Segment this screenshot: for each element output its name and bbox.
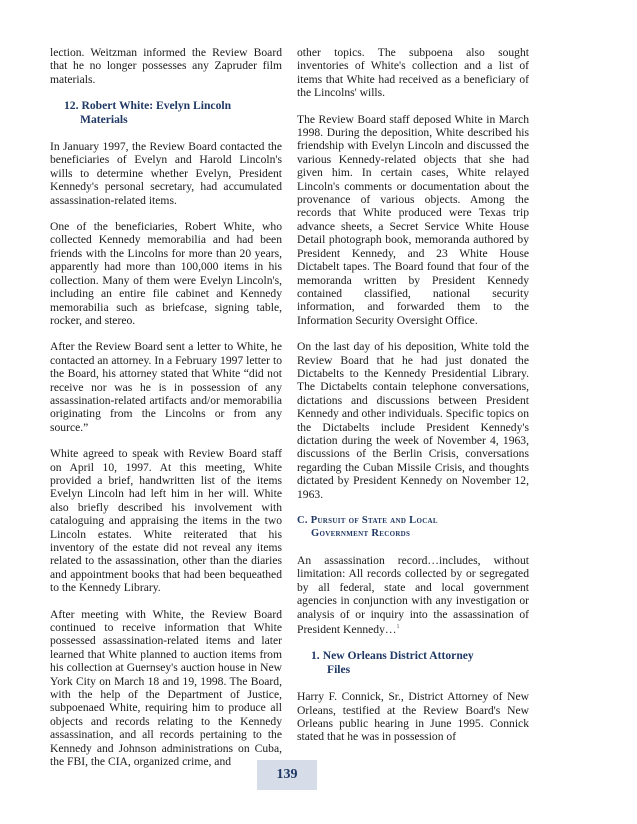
- paragraph: Harry F. Connick, Sr., District Attorney of New Orleans, testified at the Review Board's New Orleans public hearing in June 1995. Connick stated that he was in possession of: [297, 690, 529, 744]
- paragraph: other topics. The subpoena also sought inventories of White's collection and a list of items that White had received as a beneficiary of the Lincolns' wills.: [297, 46, 529, 100]
- left-column: [50, 46, 282, 782]
- heading-number: 12.: [64, 99, 79, 113]
- heading-line-1: New Orleans District Attorney: [322, 649, 474, 663]
- heading-number: 1.: [311, 649, 320, 663]
- block-quote: [297, 554, 529, 636]
- quote-text: An assassination record…includes, without limitation: All records collected by or segregated by all federal, state and local government agencies in conjunction with any investigation or analysis of or inquiry into the assassination of President Kennedy…: [297, 554, 529, 636]
- section-heading-state-local-records: [297, 514, 529, 540]
- section-heading-robert-white: [50, 99, 282, 126]
- heading-line-1: C. Pursuit of State and Local: [297, 515, 438, 526]
- heading-line-2: Materials: [80, 112, 128, 126]
- paragraph: On the last day of his deposition, White told the Review Board that he had just donated the Dictabelts to the Kennedy Presidential Library. The Dictabelts contain telephone conversations, dictations and discussions between President Kennedy and other individuals. Specific topics on the Dictabelts include President Kennedy's dictation during the week of November 4, 1963, discussions of the Berlin Crisis, conversations regarding the Cuban Missile Crisis, and thoughts dictated by President Kennedy on November 12, 1963.: [297, 340, 529, 501]
- heading-line-2: Files: [327, 662, 351, 676]
- paragraph: In January 1997, the Review Board contacted the beneficiaries of Evelyn and Harold Lincoln's wills to determine whether Evelyn, President Kennedy's personal secretary, had accumulated assassination-related items.: [50, 140, 282, 207]
- paragraph: One of the beneficiaries, Robert White, who collected Kennedy memorabilia and had been friends with the Lincolns for more than 20 years, apparently had more than 100,000 items in his collection. Many of them were Evelyn Lincoln's, including an entire file cabinet and Kennedy memorabilia such as briefcase, signing table, rocker, and stereo.: [50, 220, 282, 327]
- paragraph: After meeting with White, the Review Board continued to receive information that White possessed assassination-related items and later learned that White planned to auction items from his collection at Guernsey's auction house in New York City on March 18 and 19, 1998. The Board, with the help of the Department of Justice, subpoenaed White, requiring him to produce all objects and records relating to the Kennedy assassination, and all records pertaining to the Kennedy and Johnson administrations on Cuba, the FBI, the CIA, organized crime, and: [50, 607, 282, 769]
- section-heading-new-orleans: [297, 649, 529, 676]
- right-column: [297, 46, 529, 757]
- heading-line-1: Robert White: Evelyn Lincoln: [81, 99, 232, 113]
- footnote-marker: 1: [396, 624, 400, 631]
- paragraph: The Review Board staff deposed White in March 1998. During the deposition, White described his friendship with Evelyn Lincoln and discussed the various Kennedy-related objects that she had given him. In certain cases, White relayed Lincoln's comments or documentation about the provenance of various objects. Among the records that White produced were Texas trip advance sheets, a Secret Service White House Detail photograph book, memoranda authored by President Kennedy, and 23 White House Dictabelt tapes. The Board found that four of the memoranda written by President Kennedy contained classified, national security information, and forwarded them to the Information Security Oversight Office.: [297, 112, 529, 327]
- page-number: 139: [257, 760, 317, 790]
- paragraph: After the Review Board sent a letter to White, he contacted an attorney. In a February 1997 letter to the Board, his attorney stated that White “did not receive nor was he is in possession of any assassination-related artifacts and/or memorabilia originating from the Lincolns or from any source.”: [50, 340, 282, 434]
- paragraph: lection. Weitzman informed the Review Board that he no longer possesses any Zapruder film materials.: [50, 46, 282, 86]
- paragraph: White agreed to speak with Review Board staff on April 10, 1997. At this meeting, White provided a brief, handwritten list of the items Evelyn Lincoln had left him in her will. White also briefly described his involvement with cataloguing and appraising the items in the two Lincoln estates. White reiterated that his inventory of the estate did not reveal any items related to the assassination, other than the diaries and appointment books that had been bequeathed to the Kennedy Library.: [50, 447, 282, 595]
- heading-line-2: Government Records: [311, 528, 411, 539]
